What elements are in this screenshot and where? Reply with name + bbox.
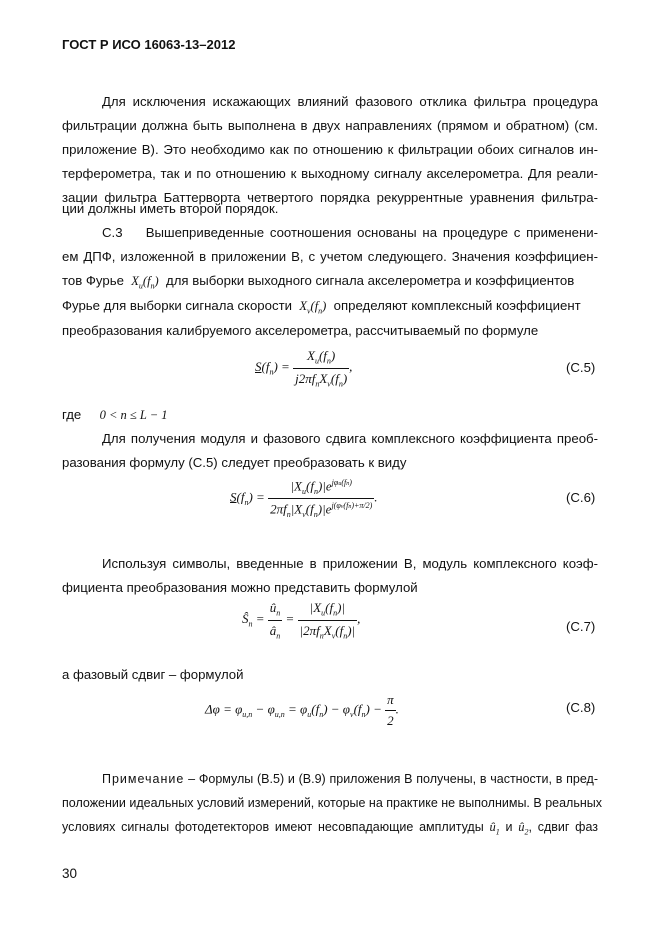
paragraph-line: Для исключения искажающих влияний фазового отклика фильтра процедура xyxy=(102,94,598,109)
paragraph-line: а фазовый сдвиг – формулой xyxy=(62,667,244,682)
paragraph-line-fourier-v xyxy=(62,299,581,316)
symbol-u1: $û_1$ xyxy=(489,820,500,837)
symbol-x-u: $X_u(f_n)$ xyxy=(131,274,159,291)
paragraph-line: фильтрации должна быть выполнена в двух направлениях (прямом и обратном) (см. xyxy=(62,118,598,133)
section-c3-line xyxy=(102,226,598,239)
where-line xyxy=(62,408,168,422)
equation-number: (С.6) xyxy=(566,490,596,505)
note-text: – Формулы (В.5) и (В.9) приложения В получены, в частности, в пред- xyxy=(188,772,598,786)
paragraph-line: преобразования калибруемого акселерометра, рассчитываемый по формуле xyxy=(62,323,539,338)
equation-number: (С.5) xyxy=(566,360,596,375)
symbol-x-v: $X_v(f_n)$ xyxy=(299,299,327,316)
paragraph-line: Для получения модуля и фазового сдвига комплексного коэффициента преоб- xyxy=(102,431,598,446)
equation-number: (С.7) xyxy=(566,619,596,634)
note-label: Примечание xyxy=(102,772,185,786)
paragraph-line: приложение В). Это необходимо как по отношению к фильтрации обоих сигналов ин- xyxy=(62,142,598,157)
symbol-u2: $û_2$ xyxy=(518,820,529,837)
text: определяют комплексный коэффициент xyxy=(333,298,581,313)
page-number: 30 xyxy=(62,866,78,881)
formula-c7: $Ŝ_n$ = $\frac{û_n}{â_n}$ = $\frac{|X_u(f_n)|}{|2\pi f_nX_v(f_n)|}$ , xyxy=(242,600,361,641)
where-label: где xyxy=(62,407,82,422)
note-line xyxy=(62,821,598,837)
condition: 0 < n ≤ L − 1 xyxy=(99,408,168,422)
text: для выборки выходного сигнала акселерометра и коэффициентов xyxy=(166,273,575,288)
paragraph-line: ем ДПФ, изложенной в приложении В, с учетом следующего. Значения коэффициен- xyxy=(62,249,598,264)
paragraph-line-fourier-u xyxy=(62,274,574,291)
note-text: , сдвиг фаз xyxy=(528,820,599,834)
paragraph-line: ции должны иметь второй порядок. xyxy=(62,201,279,216)
paragraph-line: терферометра, так и по отношению к выходному сигналу акселерометра. Для реали- xyxy=(62,166,598,181)
paragraph-line: фициента преобразования можно представить формулой xyxy=(62,580,418,595)
note-text: условиях сигналы фотодетекторов имеют несовпадающие амплитуды xyxy=(62,820,484,834)
equation-number: (С.8) xyxy=(566,700,596,715)
section-number: С.3 xyxy=(102,225,123,240)
formula-c6: $S(f_n)$ = $\frac{|X_u(f_n)|e^{j\varphi u(fn)}}{2\pi f_n|X_v(f_n)|e^{j(\varphi v(fn)+\pi/2)}}$ . xyxy=(230,478,378,519)
paragraph-line: Используя символы, введенные в приложении В, модуль комплексного коэф- xyxy=(102,556,598,571)
formula-c5: $S(f_n)$ = $\frac{X_u(f_n)}{j2\pi f_nX_v(f_n)}$ , xyxy=(255,348,353,389)
section-text: Вышеприведенные соотношения основаны на процедуре с применени- xyxy=(145,225,598,240)
text: тов Фурье xyxy=(62,273,124,288)
note-text: и xyxy=(505,820,513,834)
document-header: ГОСТ Р ИСО 16063-13–2012 xyxy=(62,37,236,52)
note-line xyxy=(102,773,598,786)
paragraph-line: разования формулу (С.5) следует преобразовать к виду xyxy=(62,455,407,470)
text: Фурье для выборки сигнала скорости xyxy=(62,298,292,313)
formula-c8: $\Delta\varphi = \varphi_{u,n} - \varphi_{u,n} = \varphi_u(f_n) - \varphi_v(f_n)$ − $\frac{\pi}{2}$ . xyxy=(205,692,399,728)
paragraph-line: зации фильтра Баттерворта четвертого порядка рекуррентные уравнения фильтра- xyxy=(62,190,598,205)
note-line: положении идеальных условий измерений, которые на практике не выполнимы. В реальных xyxy=(62,796,602,810)
